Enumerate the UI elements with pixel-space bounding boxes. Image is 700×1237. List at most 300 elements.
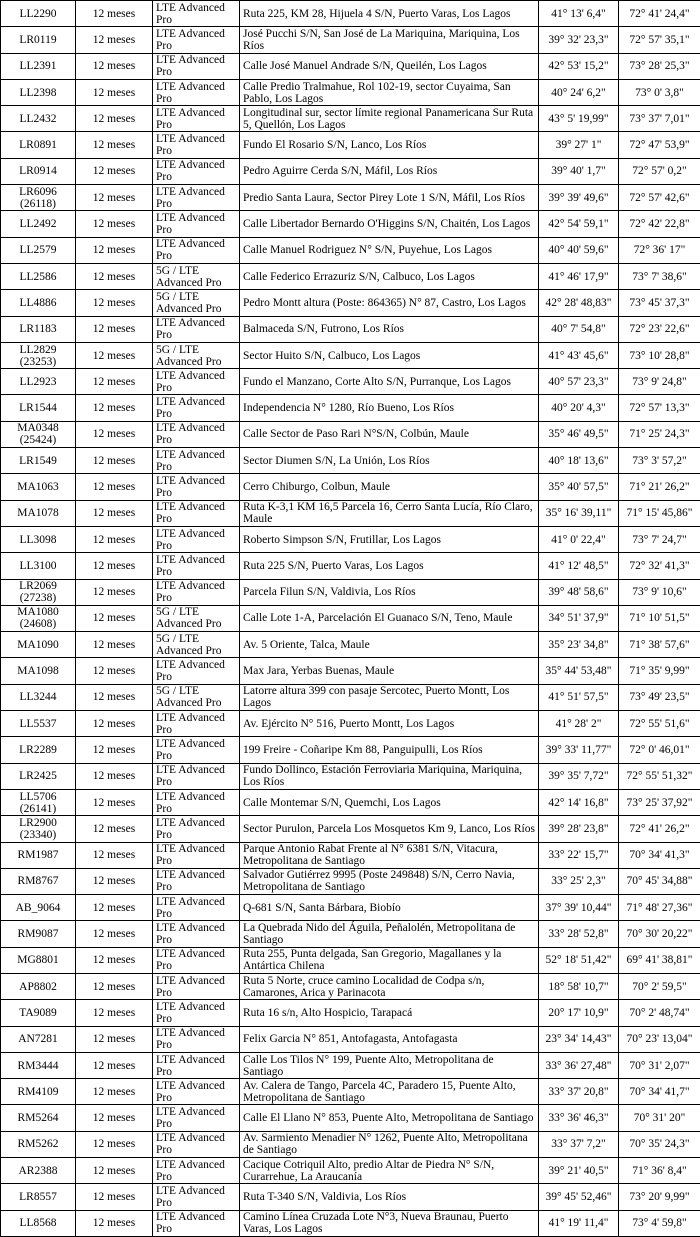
site-id-cell: LR1544 (1, 395, 76, 421)
duration-cell: 12 meses (76, 1158, 153, 1184)
site-id-cell: LR8557 (1, 1184, 76, 1210)
table-row (1, 106, 700, 132)
duration-cell: 12 meses (76, 1000, 153, 1026)
site-id-cell: LL2398 (1, 79, 76, 105)
latitude-cell: 52° 18' 51,42" (539, 947, 619, 973)
table-row (1, 1158, 700, 1184)
longitude-cell: 73° 37' 7,01" (619, 106, 700, 132)
technology-cell: LTE Advanced Pro (153, 369, 240, 395)
longitude-cell: 72° 55' 51,32" (619, 763, 700, 789)
table-row (1, 553, 700, 579)
table-row (1, 658, 700, 684)
site-id-cell: LR2069 (27238) (1, 579, 76, 605)
site-id-cell: LR2425 (1, 763, 76, 789)
table-row (1, 1, 700, 27)
longitude-cell: 72° 57' 42,6" (619, 185, 700, 211)
duration-cell: 12 meses (76, 106, 153, 132)
latitude-cell: 35° 46' 49,5" (539, 421, 619, 447)
site-id-cell: MA1078 (1, 500, 76, 526)
address-cell: Camino Línea Cruzada Lote N°3, Nueva Braunau, Puerto Varas, Los Lagos (240, 1210, 539, 1236)
technology-cell: LTE Advanced Pro (153, 737, 240, 763)
table-row (1, 500, 700, 526)
table-row (1, 263, 700, 289)
technology-cell: LTE Advanced Pro (153, 211, 240, 237)
latitude-cell: 34° 51' 37,9" (539, 605, 619, 631)
table-row (1, 526, 700, 552)
technology-cell: LTE Advanced Pro (153, 868, 240, 894)
latitude-cell: 42° 53' 15,2" (539, 53, 619, 79)
site-id-cell: LL2586 (1, 263, 76, 289)
site-id-cell: LL2492 (1, 211, 76, 237)
technology-cell: LTE Advanced Pro (153, 1105, 240, 1131)
address-cell: Max Jara, Yerbas Buenas, Maule (240, 658, 539, 684)
latitude-cell: 33° 25' 2,3" (539, 868, 619, 894)
table-row (1, 632, 700, 658)
site-id-cell: LL2579 (1, 237, 76, 263)
address-cell: Cerro Chiburgo, Colbun, Maule (240, 474, 539, 500)
site-id-cell: LL2923 (1, 369, 76, 395)
table-row (1, 1184, 700, 1210)
address-cell: Sector Diumen S/N, La Unión, Los Ríos (240, 448, 539, 474)
site-id-cell: MA1098 (1, 658, 76, 684)
duration-cell: 12 meses (76, 474, 153, 500)
site-id-cell: RM8767 (1, 868, 76, 894)
technology-cell: LTE Advanced Pro (153, 526, 240, 552)
table-row (1, 973, 700, 999)
longitude-cell: 72° 36' 17" (619, 237, 700, 263)
technology-cell: LTE Advanced Pro (153, 842, 240, 868)
latitude-cell: 41° 0' 22,4" (539, 526, 619, 552)
address-cell: Calle José Manuel Andrade S/N, Queilén, Los Lagos (240, 53, 539, 79)
latitude-cell: 33° 37' 7,2" (539, 1131, 619, 1157)
duration-cell: 12 meses (76, 79, 153, 105)
address-cell: Calle Predio Tralmahue, Rol 102-19, sector Cuyaima, San Pablo, Los Lagos (240, 79, 539, 105)
table-row (1, 79, 700, 105)
address-cell: Sector Huito S/N, Calbuco, Los Lagos (240, 342, 539, 368)
address-cell: Ruta 225 S/N, Puerto Varas, Los Lagos (240, 553, 539, 579)
technology-cell: LTE Advanced Pro (153, 395, 240, 421)
longitude-cell: 70° 2' 48,74" (619, 1000, 700, 1026)
technology-cell: LTE Advanced Pro (153, 474, 240, 500)
table-row (1, 474, 700, 500)
longitude-cell: 72° 57' 13,3" (619, 395, 700, 421)
site-id-cell: MA1080 (24608) (1, 605, 76, 631)
duration-cell: 12 meses (76, 947, 153, 973)
site-id-cell: AP8802 (1, 973, 76, 999)
address-cell: Calle Los Tilos N° 199, Puente Alto, Metropolitana de Santiago (240, 1052, 539, 1078)
longitude-cell: 72° 47' 53,9" (619, 132, 700, 158)
site-id-cell: LR2289 (1, 737, 76, 763)
duration-cell: 12 meses (76, 211, 153, 237)
address-cell: Ruta 255, Punta delgada, San Gregorio, Magallanes y la Antártica Chilena (240, 947, 539, 973)
technology-cell: 5G / LTE Advanced Pro (153, 684, 240, 710)
site-id-cell: LL3100 (1, 553, 76, 579)
latitude-cell: 41° 12' 48,5" (539, 553, 619, 579)
address-cell: Parque Antonio Rabat Frente al N° 6381 S/N, Vitacura, Metropolitana de Santiago (240, 842, 539, 868)
longitude-cell: 73° 9' 24,8" (619, 369, 700, 395)
latitude-cell: 41° 13' 6,4" (539, 1, 619, 27)
duration-cell: 12 meses (76, 553, 153, 579)
latitude-cell: 43° 5' 19,99" (539, 106, 619, 132)
latitude-cell: 40° 57' 23,3" (539, 369, 619, 395)
longitude-cell: 70° 30' 20,22" (619, 921, 700, 947)
table-row (1, 185, 700, 211)
duration-cell: 12 meses (76, 579, 153, 605)
longitude-cell: 71° 48' 27,36" (619, 895, 700, 921)
duration-cell: 12 meses (76, 237, 153, 263)
technology-cell: LTE Advanced Pro (153, 27, 240, 53)
longitude-cell: 73° 3' 57,2" (619, 448, 700, 474)
technology-cell: LTE Advanced Pro (153, 1000, 240, 1026)
longitude-cell: 70° 34' 41,7" (619, 1079, 700, 1105)
latitude-cell: 39° 35' 7,72" (539, 763, 619, 789)
latitude-cell: 41° 43' 45,6" (539, 342, 619, 368)
latitude-cell: 40° 18' 13,6" (539, 448, 619, 474)
address-cell: Pedro Montt altura (Poste: 864365) N° 87, Castro, Los Lagos (240, 290, 539, 316)
table-row (1, 316, 700, 342)
address-cell: Independencia N° 1280, Río Bueno, Los Ríos (240, 395, 539, 421)
table-row (1, 711, 700, 737)
longitude-cell: 72° 0' 46,01" (619, 737, 700, 763)
site-id-cell: LL2432 (1, 106, 76, 132)
table-row (1, 895, 700, 921)
site-id-cell: RM9087 (1, 921, 76, 947)
latitude-cell: 35° 44' 53,48" (539, 658, 619, 684)
address-cell: Cacique Cotriquil Alto, predio Altar de Piedra N° S/N, Curarrehue, La Araucanía (240, 1158, 539, 1184)
duration-cell: 12 meses (76, 816, 153, 842)
site-id-cell: AB_9064 (1, 895, 76, 921)
address-cell: Sector Purulon, Parcela Los Mosquetos Km 9, Lanco, Los Ríos (240, 816, 539, 842)
longitude-cell: 73° 9' 10,6" (619, 579, 700, 605)
technology-cell: LTE Advanced Pro (153, 921, 240, 947)
table-row (1, 842, 700, 868)
table-row (1, 395, 700, 421)
table-row (1, 369, 700, 395)
address-cell: Fundo El Rosario S/N, Lanco, Los Ríos (240, 132, 539, 158)
latitude-cell: 35° 16' 39,11" (539, 500, 619, 526)
address-cell: Ruta 16 s/n, Alto Hospicio, Tarapacá (240, 1000, 539, 1026)
latitude-cell: 39° 39' 49,6" (539, 185, 619, 211)
table-row (1, 211, 700, 237)
site-id-cell: TA9089 (1, 1000, 76, 1026)
duration-cell: 12 meses (76, 895, 153, 921)
table-row (1, 1052, 700, 1078)
longitude-cell: 71° 35' 9,99" (619, 658, 700, 684)
longitude-cell: 69° 41' 38,81" (619, 947, 700, 973)
technology-cell: LTE Advanced Pro (153, 79, 240, 105)
technology-cell: 5G / LTE Advanced Pro (153, 342, 240, 368)
longitude-cell: 73° 25' 37,92" (619, 789, 700, 815)
duration-cell: 12 meses (76, 1026, 153, 1052)
table-row (1, 290, 700, 316)
site-id-cell: MA1090 (1, 632, 76, 658)
latitude-cell: 39° 33' 11,77" (539, 737, 619, 763)
address-cell: Balmaceda S/N, Futrono, Los Ríos (240, 316, 539, 342)
longitude-cell: 70° 31' 20" (619, 1105, 700, 1131)
table-row (1, 53, 700, 79)
table-row (1, 158, 700, 184)
latitude-cell: 39° 28' 23,8" (539, 816, 619, 842)
latitude-cell: 40° 24' 6,2" (539, 79, 619, 105)
duration-cell: 12 meses (76, 842, 153, 868)
table-row (1, 868, 700, 894)
latitude-cell: 41° 46' 17,9" (539, 263, 619, 289)
site-id-cell: RM4109 (1, 1079, 76, 1105)
technology-cell: LTE Advanced Pro (153, 763, 240, 789)
latitude-cell: 33° 36' 27,48" (539, 1052, 619, 1078)
duration-cell: 12 meses (76, 1052, 153, 1078)
duration-cell: 12 meses (76, 1079, 153, 1105)
technology-cell: LTE Advanced Pro (153, 158, 240, 184)
longitude-cell: 71° 36' 8,4" (619, 1158, 700, 1184)
duration-cell: 12 meses (76, 763, 153, 789)
address-cell: Ruta K-3,1 KM 16,5 Parcela 16, Cerro Santa Lucía, Río Claro, Maule (240, 500, 539, 526)
latitude-cell: 33° 37' 20,8" (539, 1079, 619, 1105)
duration-cell: 12 meses (76, 1131, 153, 1157)
address-cell: Pedro Aguirre Cerda S/N, Máfil, Los Ríos (240, 158, 539, 184)
address-cell: Av. 5 Oriente, Talca, Maule (240, 632, 539, 658)
table-row (1, 132, 700, 158)
longitude-cell: 72° 57' 35,1" (619, 27, 700, 53)
table-row (1, 448, 700, 474)
table-row (1, 1210, 700, 1236)
address-cell: Fundo Dollinco, Estación Ferroviaria Mariquina, Mariquina, Los Ríos (240, 763, 539, 789)
site-id-cell: RM3444 (1, 1052, 76, 1078)
site-id-cell: MA1063 (1, 474, 76, 500)
duration-cell: 12 meses (76, 421, 153, 447)
longitude-cell: 73° 4' 59,8" (619, 1210, 700, 1236)
duration-cell: 12 meses (76, 605, 153, 631)
technology-cell: LTE Advanced Pro (153, 1158, 240, 1184)
longitude-cell: 73° 20' 9,99" (619, 1184, 700, 1210)
duration-cell: 12 meses (76, 132, 153, 158)
technology-cell: LTE Advanced Pro (153, 448, 240, 474)
address-cell: Av. Ejército N° 516, Puerto Montt, Los Lagos (240, 711, 539, 737)
address-cell: Salvador Gutiérrez 9995 (Poste 249848) S/N, Cerro Navia, Metropolitana de Santiago (240, 868, 539, 894)
longitude-cell: 73° 10' 28,8" (619, 342, 700, 368)
address-cell: Q-681 S/N, Santa Bárbara, Biobío (240, 895, 539, 921)
duration-cell: 12 meses (76, 711, 153, 737)
technology-cell: LTE Advanced Pro (153, 1079, 240, 1105)
latitude-cell: 39° 21' 40,5" (539, 1158, 619, 1184)
latitude-cell: 40° 7' 54,8" (539, 316, 619, 342)
site-id-cell: LL5537 (1, 711, 76, 737)
duration-cell: 12 meses (76, 1, 153, 27)
address-cell: Latorre altura 399 con pasaje Sercotec, Puerto Montt, Los Lagos (240, 684, 539, 710)
address-cell: Calle Lote 1-A, Parcelación El Guanaco S/N, Teno, Maule (240, 605, 539, 631)
technology-cell: 5G / LTE Advanced Pro (153, 605, 240, 631)
technology-cell: LTE Advanced Pro (153, 973, 240, 999)
site-id-cell: LL2829 (23253) (1, 342, 76, 368)
duration-cell: 12 meses (76, 27, 153, 53)
latitude-cell: 42° 14' 16,8" (539, 789, 619, 815)
latitude-cell: 41° 19' 11,4" (539, 1210, 619, 1236)
table-row (1, 789, 700, 815)
technology-cell: LTE Advanced Pro (153, 789, 240, 815)
latitude-cell: 40° 20' 4,3" (539, 395, 619, 421)
site-id-cell: LR1183 (1, 316, 76, 342)
duration-cell: 12 meses (76, 448, 153, 474)
duration-cell: 12 meses (76, 658, 153, 684)
duration-cell: 12 meses (76, 263, 153, 289)
duration-cell: 12 meses (76, 789, 153, 815)
duration-cell: 12 meses (76, 684, 153, 710)
longitude-cell: 72° 55' 51,6" (619, 711, 700, 737)
longitude-cell: 73° 0' 3,8" (619, 79, 700, 105)
technology-cell: LTE Advanced Pro (153, 579, 240, 605)
latitude-cell: 39° 48' 58,6" (539, 579, 619, 605)
site-id-cell: AN7281 (1, 1026, 76, 1052)
duration-cell: 12 meses (76, 290, 153, 316)
longitude-cell: 73° 7' 38,6" (619, 263, 700, 289)
latitude-cell: 37° 39' 10,44" (539, 895, 619, 921)
duration-cell: 12 meses (76, 395, 153, 421)
longitude-cell: 73° 7' 24,7" (619, 526, 700, 552)
address-cell: Av. Calera de Tango, Parcela 4C, Paradero 15, Puente Alto, Metropolitana de Santiago (240, 1079, 539, 1105)
technology-cell: 5G / LTE Advanced Pro (153, 290, 240, 316)
site-id-cell: LR2900 (23340) (1, 816, 76, 842)
address-cell: Roberto Simpson S/N, Frutillar, Los Lagos (240, 526, 539, 552)
duration-cell: 12 meses (76, 868, 153, 894)
latitude-cell: 41° 28' 2" (539, 711, 619, 737)
longitude-cell: 71° 10' 51,5" (619, 605, 700, 631)
longitude-cell: 73° 49' 23,5" (619, 684, 700, 710)
address-cell: Longitudinal sur, sector límite regional Panamericana Sur Ruta 5, Quellón, Los Lagos (240, 106, 539, 132)
address-cell: Ruta 225, KM 28, Hijuela 4 S/N, Puerto Varas, Los Lagos (240, 1, 539, 27)
technology-cell: LTE Advanced Pro (153, 132, 240, 158)
table-row (1, 579, 700, 605)
table-row (1, 605, 700, 631)
duration-cell: 12 meses (76, 316, 153, 342)
duration-cell: 12 meses (76, 526, 153, 552)
latitude-cell: 33° 36' 46,3" (539, 1105, 619, 1131)
duration-cell: 12 meses (76, 53, 153, 79)
duration-cell: 12 meses (76, 973, 153, 999)
site-id-cell: MA0348 (25424) (1, 421, 76, 447)
site-id-cell: RM5262 (1, 1131, 76, 1157)
address-cell: Felix Garcia N° 851, Antofagasta, Antofagasta (240, 1026, 539, 1052)
address-cell: La Quebrada Nido del Águila, Peñalolén, Metropolitana de Santiago (240, 921, 539, 947)
duration-cell: 12 meses (76, 158, 153, 184)
technology-cell: LTE Advanced Pro (153, 1, 240, 27)
sites-table-body (1, 1, 700, 1237)
longitude-cell: 71° 25' 24,3" (619, 421, 700, 447)
technology-cell: LTE Advanced Pro (153, 895, 240, 921)
technology-cell: LTE Advanced Pro (153, 106, 240, 132)
longitude-cell: 72° 32' 41,3" (619, 553, 700, 579)
site-id-cell: LL8568 (1, 1210, 76, 1236)
duration-cell: 12 meses (76, 1210, 153, 1236)
longitude-cell: 72° 23' 22,6" (619, 316, 700, 342)
site-id-cell: LR0914 (1, 158, 76, 184)
duration-cell: 12 meses (76, 737, 153, 763)
latitude-cell: 35° 40' 57,5" (539, 474, 619, 500)
table-row (1, 1131, 700, 1157)
table-row (1, 421, 700, 447)
address-cell: Ruta 5 Norte, cruce camino Localidad de Codpa s/n, Camarones, Arica y Parinacota (240, 973, 539, 999)
technology-cell: LTE Advanced Pro (153, 1184, 240, 1210)
address-cell: Calle Manuel Rodriguez N° S/N, Puyehue, Los Lagos (240, 237, 539, 263)
latitude-cell: 39° 32' 23,3" (539, 27, 619, 53)
technology-cell: 5G / LTE Advanced Pro (153, 632, 240, 658)
longitude-cell: 73° 28' 25,3" (619, 53, 700, 79)
latitude-cell: 41° 51' 57,5" (539, 684, 619, 710)
longitude-cell: 72° 42' 22,8" (619, 211, 700, 237)
latitude-cell: 23° 34' 14,43" (539, 1026, 619, 1052)
site-id-cell: AR2388 (1, 1158, 76, 1184)
table-row (1, 816, 700, 842)
address-cell: Calle Federico Errazuriz S/N, Calbuco, Los Lagos (240, 263, 539, 289)
address-cell: Calle Libertador Bernardo O'Higgins S/N, Chaitén, Los Lagos (240, 211, 539, 237)
longitude-cell: 70° 35' 24,3" (619, 1131, 700, 1157)
address-cell: Fundo el Manzano, Corte Alto S/N, Purranque, Los Lagos (240, 369, 539, 395)
table-row (1, 237, 700, 263)
longitude-cell: 70° 34' 41,3" (619, 842, 700, 868)
technology-cell: LTE Advanced Pro (153, 500, 240, 526)
site-id-cell: LL3098 (1, 526, 76, 552)
technology-cell: LTE Advanced Pro (153, 1052, 240, 1078)
site-id-cell: LR0119 (1, 27, 76, 53)
site-id-cell: LL4886 (1, 290, 76, 316)
address-cell: Predio Santa Laura, Sector Pirey Lote 1 S/N, Máfil, Los Ríos (240, 185, 539, 211)
longitude-cell: 70° 23' 13,04" (619, 1026, 700, 1052)
address-cell: Calle Sector de Paso Rari N°S/N, Colbún, Maule (240, 421, 539, 447)
table-row (1, 1105, 700, 1131)
technology-cell: LTE Advanced Pro (153, 316, 240, 342)
site-id-cell: LL2290 (1, 1, 76, 27)
site-id-cell: LR6096 (26118) (1, 185, 76, 211)
longitude-cell: 72° 57' 0,2" (619, 158, 700, 184)
technology-cell: LTE Advanced Pro (153, 947, 240, 973)
site-id-cell: LR1549 (1, 448, 76, 474)
longitude-cell: 70° 45' 34,88" (619, 868, 700, 894)
technology-cell: LTE Advanced Pro (153, 237, 240, 263)
table-row (1, 1026, 700, 1052)
site-id-cell: RM1987 (1, 842, 76, 868)
latitude-cell: 39° 27' 1" (539, 132, 619, 158)
table-row (1, 1000, 700, 1026)
table-row (1, 27, 700, 53)
longitude-cell: 72° 41' 24,4" (619, 1, 700, 27)
longitude-cell: 70° 2' 59,5" (619, 973, 700, 999)
address-cell: Ruta T-340 S/N, Valdivia, Los Ríos (240, 1184, 539, 1210)
duration-cell: 12 meses (76, 1184, 153, 1210)
table-row (1, 763, 700, 789)
technology-cell: LTE Advanced Pro (153, 816, 240, 842)
latitude-cell: 20° 17' 10,9" (539, 1000, 619, 1026)
duration-cell: 12 meses (76, 921, 153, 947)
site-id-cell: LL3244 (1, 684, 76, 710)
latitude-cell: 40° 40' 59,6" (539, 237, 619, 263)
latitude-cell: 35° 23' 34,8" (539, 632, 619, 658)
table-row (1, 1079, 700, 1105)
table-row (1, 342, 700, 368)
site-id-cell: RM5264 (1, 1105, 76, 1131)
technology-cell: LTE Advanced Pro (153, 553, 240, 579)
longitude-cell: 72° 41' 26,2" (619, 816, 700, 842)
address-cell: Calle El Llano N° 853, Puente Alto, Metropolitana de Santiago (240, 1105, 539, 1131)
latitude-cell: 39° 40' 1,7" (539, 158, 619, 184)
duration-cell: 12 meses (76, 500, 153, 526)
table-row (1, 947, 700, 973)
latitude-cell: 39° 45' 52,46" (539, 1184, 619, 1210)
duration-cell: 12 meses (76, 369, 153, 395)
table-row (1, 684, 700, 710)
address-cell: 199 Freire - Coñaripe Km 88, Panguipulli, Los Ríos (240, 737, 539, 763)
latitude-cell: 18° 58' 10,7" (539, 973, 619, 999)
technology-cell: 5G / LTE Advanced Pro (153, 263, 240, 289)
site-id-cell: MG8801 (1, 947, 76, 973)
